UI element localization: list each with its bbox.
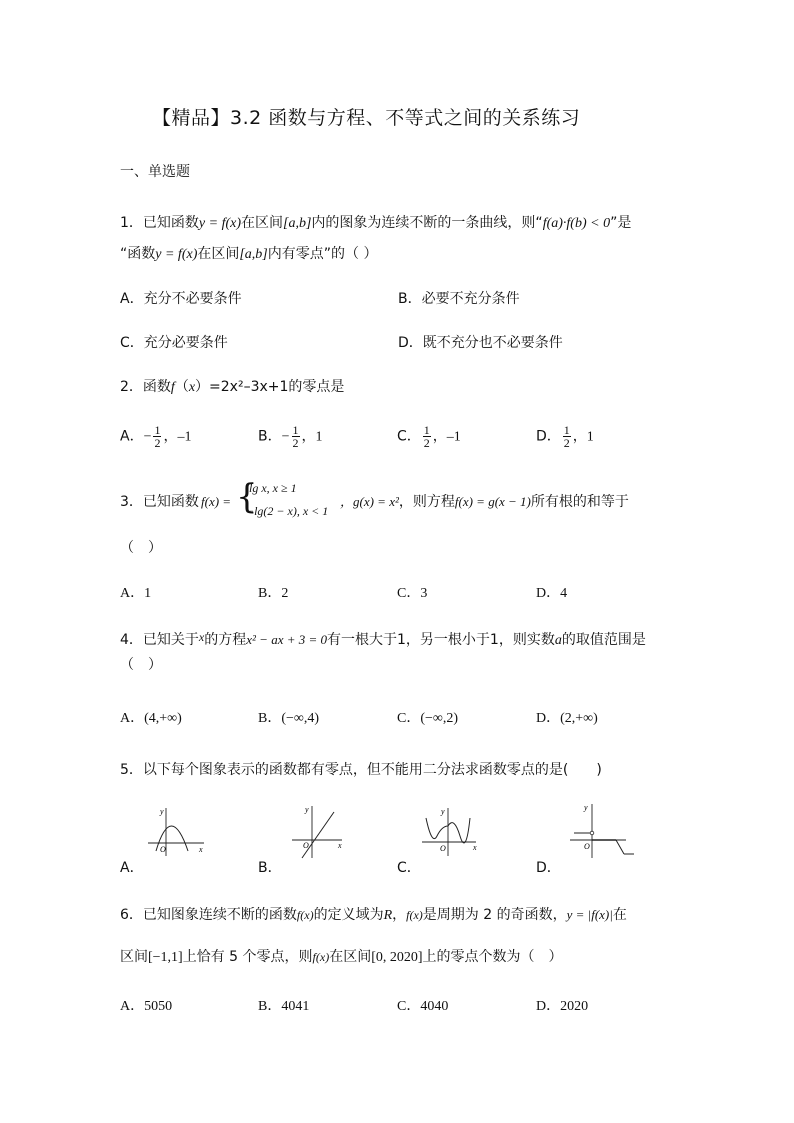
section-heading: 一、单选题 (120, 164, 190, 180)
question-5-option-a[interactable]: A． (120, 860, 144, 876)
question-1-line-2: “函数y = f(x)在区间[a,b]内有零点”的（ ） (120, 246, 378, 262)
open-point (590, 831, 594, 835)
question-3-stem-rest: ，g(x) = x²，则方程f(x) = g(x − 1)所有根的和等于 (340, 494, 629, 510)
question-1-option-d[interactable]: D．既不充分也不必要条件 (398, 335, 563, 351)
line (302, 812, 334, 858)
y-label: y (305, 805, 309, 814)
question-1-option-a[interactable]: A．充分不必要条件 (120, 291, 242, 307)
question-6-option-a[interactable]: A．5050 (120, 999, 173, 1014)
question-4-line-1: 4．已知关于x的方程x² − ax + 3 = 0有一根大于1，另一根小于1，则实数a的取值范围是 (120, 630, 646, 648)
question-6-line-1: 6．已知图象连续不断的函数f(x)的定义域为R，f(x)是周期为 2 的奇函数，y = |f(x)|在 (120, 907, 627, 923)
question-2-option-c[interactable]: C． $\frac{1}{2}$ ，–1 (397, 423, 461, 450)
x-label: x (473, 843, 477, 852)
question-3-option-c[interactable]: C．3 (397, 586, 428, 601)
piecewise-brace: { (236, 477, 258, 517)
origin-label: O (160, 845, 166, 854)
piecewise-case-1: lg x, x ≥ 1 (249, 481, 297, 495)
x-label: x (199, 845, 203, 854)
graph-c[interactable] (420, 806, 482, 858)
fraction: $\frac{1}{2}$ (423, 423, 430, 450)
origin-label: O (303, 841, 309, 850)
question-6-option-c[interactable]: C．4040 (397, 999, 449, 1014)
question-4-option-b[interactable]: B．(−∞,4) (258, 711, 320, 726)
question-1-option-b[interactable]: B．必要不充分条件 (398, 291, 520, 307)
fraction: $\frac{1}{2}$ (292, 423, 299, 450)
origin-label: O (584, 842, 590, 851)
y-label: y (441, 807, 445, 816)
question-5-stem: 5．以下每个图象表示的函数都有零点，但不能用二分法求函数零点的是( ) (120, 762, 602, 778)
graph-b[interactable] (288, 804, 348, 860)
question-6-line-2: 区间[−1,1]上恰有 5 个零点，则f(x)在区间[0, 2020]上的零点个数为（ ） (120, 949, 563, 965)
question-5-option-c[interactable]: C． (397, 860, 421, 876)
origin-label: O (440, 844, 446, 853)
fraction: $\frac{1}{2}$ (154, 423, 161, 450)
question-4-paren: （ ） (120, 657, 162, 673)
graph-a[interactable] (146, 806, 208, 858)
page-title: 【精品】3.2 函数与方程、不等式之间的关系练习 (152, 107, 581, 129)
piecewise-case-2: −lg(2 − x), x < 1 (246, 504, 329, 518)
question-6-option-d[interactable]: D．2020 (536, 999, 589, 1014)
question-4-option-a[interactable]: A．(4,+∞) (120, 711, 182, 726)
question-3-option-d[interactable]: D．4 (536, 586, 568, 601)
fraction: $\frac{1}{2}$ (563, 423, 570, 450)
question-1-option-c[interactable]: C．充分必要条件 (120, 335, 228, 351)
graph-d[interactable] (566, 802, 638, 860)
question-3-label: 3．已知函数 (120, 494, 199, 510)
question-4-option-c[interactable]: C．(−∞,2) (397, 711, 459, 726)
y-label: y (584, 803, 588, 812)
question-3-paren: （ ） (120, 540, 162, 556)
question-3-option-a[interactable]: A．1 (120, 586, 152, 601)
curve-down (616, 840, 624, 854)
question-2-option-d[interactable]: D． $\frac{1}{2}$ ，1 (536, 423, 594, 450)
y-label: y (160, 807, 164, 816)
question-2-stem: 2．函数f（x）=2x²–3x+1的零点是 (120, 379, 345, 395)
question-3-option-b[interactable]: B．2 (258, 586, 289, 601)
question-4-option-d[interactable]: D．(2,+∞) (536, 711, 598, 726)
x-label: x (338, 841, 342, 850)
question-5-option-d[interactable]: D． (536, 860, 561, 876)
question-2-option-b[interactable]: B．− $\frac{1}{2}$ ，1 (258, 423, 323, 450)
question-3-function-name: f(x) = (201, 494, 232, 509)
question-6-option-b[interactable]: B．4041 (258, 999, 310, 1014)
question-5-option-b[interactable]: B． (258, 860, 282, 876)
question-1-line-1: 1．已知函数y = f(x)在区间[a,b]内的图象为连续不断的一条曲线，则“f(a)·f(b) < 0”是 (120, 215, 632, 231)
question-2-option-a[interactable]: A．− $\frac{1}{2}$ ，–1 (120, 423, 192, 450)
